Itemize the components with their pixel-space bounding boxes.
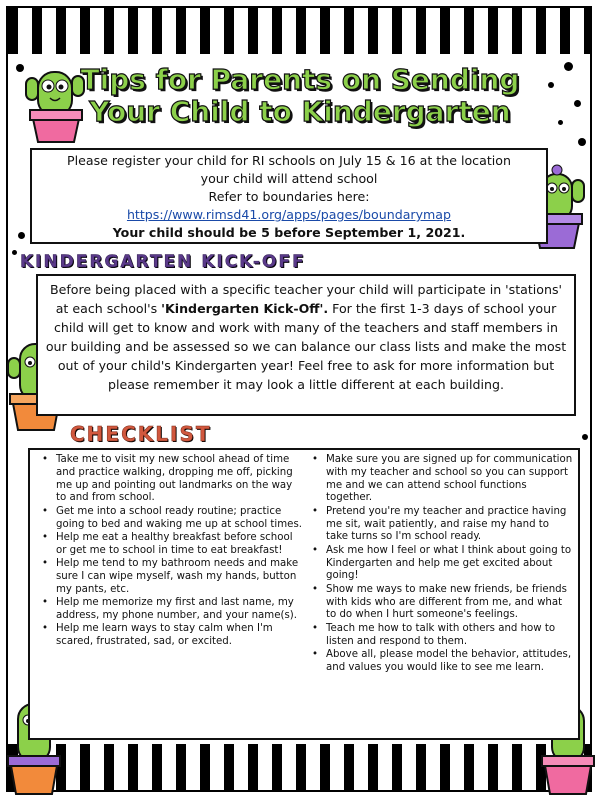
list-item: • Teach me how to talk with others and how to listen and respond to them. — [318, 623, 574, 649]
boundary-map-link[interactable]: https://www.rimsd41.org/apps/pages/boundarymap — [126, 207, 452, 222]
list-item: • Take me to visit my new school ahead of time and practice walking, dropping me off, picking me up and pointing out landmarks on the way to and from school. — [48, 454, 304, 505]
age-note: Your child should be 5 before September 1, 2021. — [112, 225, 466, 240]
list-item: • Make sure you are signed up for communication with my teacher and school so you can support me and we can attend school functions together. — [318, 454, 574, 505]
kickoff-event-name: 'Kindergarten Kick-Off'. — [161, 301, 329, 316]
title-line-1: Tips for Parents on Sending — [80, 63, 520, 96]
bottom-stripe-border — [8, 744, 590, 790]
kickoff-text-after: For the first 1-3 days of school your child will get to know and work with many of the teachers and staff members in our building and be assessed so we can balance our class lists and make the most out of your child's Kindergarten year! Feel free to ask for more information but please remember it may look a little different at each building. — [45, 301, 567, 392]
registration-box — [30, 148, 548, 244]
kickoff-box — [36, 274, 576, 416]
list-item: • Get me into a school ready routine; practice going to bed and waking me up at school times. — [48, 506, 304, 532]
list-item: • Above all, please model the behavior, attitudes, and values you would like to see me learn. — [318, 649, 574, 675]
list-item: • Help me eat a healthy breakfast before school or get me to school in time to eat breakfast! — [48, 532, 304, 558]
list-item: • Pretend you're my teacher and practice having me sit, wait patiently, and raise my hand to take turns so I'm school ready. — [318, 506, 574, 544]
checklist-box — [28, 448, 580, 740]
kickoff-heading: KINDERGARTEN KICK-OFF — [20, 252, 306, 272]
list-item: • Help me learn ways to stay calm when I'm scared, frustrated, sad, or excited. — [48, 623, 304, 649]
registration-line-1: Please register your child for RI schools on July 15 & 16 at the location — [67, 153, 511, 168]
list-item: • Ask me how I feel or what I think about going to Kindergarten and help me get excited about going! — [318, 545, 574, 583]
list-item: • Help me memorize my first and last name, my address, my phone number, and your name(s). — [48, 597, 304, 623]
list-item: • Show me ways to make new friends, be friends with kids who are different from me, and what to do when I hurt someone's feelings. — [318, 584, 574, 622]
registration-line-2: your child will attend school — [200, 171, 378, 186]
list-item: • Help me tend to my bathroom needs and make sure I can wipe myself, wash my hands, button my pants, etc. — [48, 558, 304, 596]
title-line-2: Your Child to Kindergarten — [89, 95, 511, 128]
page-title — [70, 64, 530, 128]
kickoff-text-before: Before being placed with a specific teacher your child will participate in 'stations' at each school's — [49, 282, 563, 316]
checklist-right-column — [304, 454, 574, 738]
registration-line-3: Refer to boundaries here: — [208, 189, 370, 204]
checklist-heading: CHECKLIST — [70, 422, 212, 446]
checklist-left-column — [34, 454, 304, 738]
